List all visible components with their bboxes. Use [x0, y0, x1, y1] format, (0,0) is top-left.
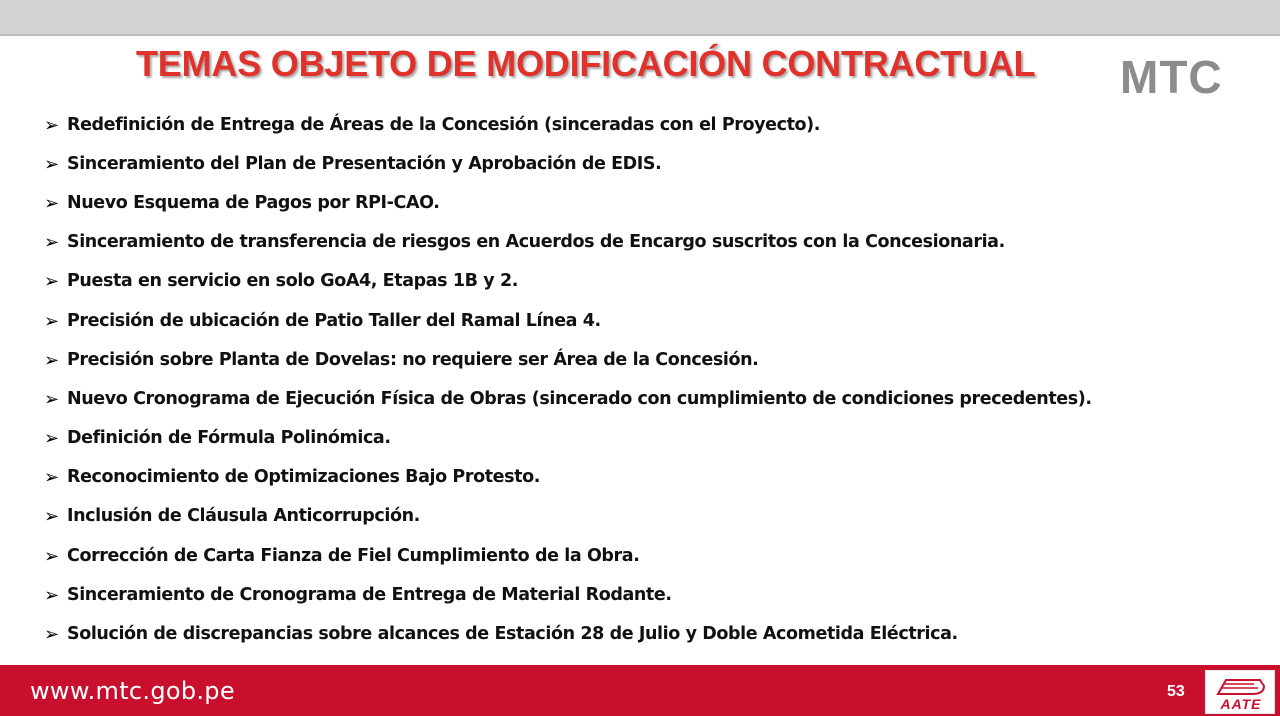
list-item	[44, 536, 1092, 575]
list-item	[44, 614, 1092, 653]
topic-text: Sinceramiento de Cronograma de Entrega de Material Rodante.	[67, 584, 672, 605]
list-item	[44, 301, 1092, 340]
topic-text: Nuevo Cronograma de Ejecución Física de Obras (sincerado con cumplimiento de condiciones precedentes).	[67, 388, 1092, 409]
arrowhead-bullet-icon: ➢	[44, 271, 60, 292]
arrowhead-bullet-icon: ➢	[44, 349, 60, 370]
list-item	[44, 262, 1092, 301]
list-item	[44, 419, 1092, 458]
arrowhead-bullet-icon: ➢	[44, 506, 60, 527]
list-item	[44, 340, 1092, 379]
list-item	[44, 223, 1092, 262]
topic-text: Precisión sobre Planta de Dovelas: no requiere ser Área de la Concesión.	[67, 349, 759, 370]
list-item	[44, 497, 1092, 536]
list-item	[44, 105, 1092, 144]
arrowhead-bullet-icon: ➢	[44, 114, 60, 135]
arrowhead-bullet-icon: ➢	[44, 388, 60, 409]
aate-logo-text: AATE	[1220, 696, 1262, 712]
topic-text: Precisión de ubicación de Patio Taller del Ramal Línea 4.	[67, 310, 601, 331]
topic-text: Sinceramiento del Plan de Presentación y Aprobación de EDIS.	[67, 153, 662, 174]
arrowhead-bullet-icon: ➢	[44, 192, 60, 213]
topic-list	[44, 105, 1092, 654]
arrowhead-bullet-icon: ➢	[44, 545, 60, 566]
mtc-logo: MTC	[1120, 51, 1223, 103]
topic-text: Puesta en servicio en solo GoA4, Etapas 1B y 2.	[67, 271, 518, 292]
list-item	[44, 183, 1092, 222]
arrowhead-bullet-icon: ➢	[44, 428, 60, 449]
topic-text: Redefinición de Entrega de Áreas de la Concesión (sinceradas con el Proyecto).	[67, 114, 821, 135]
topic-text: Reconocimiento de Optimizaciones Bajo Protesto.	[67, 467, 540, 488]
footer-url[interactable]: www.mtc.gob.pe	[30, 677, 235, 705]
arrowhead-bullet-icon: ➢	[44, 624, 60, 645]
list-item	[44, 144, 1092, 183]
arrowhead-bullet-icon: ➢	[44, 310, 60, 331]
arrowhead-bullet-icon: ➢	[44, 584, 60, 605]
topic-text: Definición de Fórmula Polinómica.	[67, 428, 391, 449]
topic-text: Solución de discrepancias sobre alcances de Estación 28 de Julio y Doble Acometida Eléctrica.	[67, 624, 958, 645]
window-top-bar	[0, 0, 1280, 36]
slide-title: TEMAS OBJETO DE MODIFICACIÓN CONTRACTUAL	[136, 43, 1036, 84]
topic-text: Inclusión de Cláusula Anticorrupción.	[67, 506, 420, 527]
topic-text: Sinceramiento de transferencia de riesgos en Acuerdos de Encargo suscritos con la Concesionaria.	[67, 232, 1005, 253]
list-item	[44, 379, 1092, 418]
arrowhead-bullet-icon: ➢	[44, 153, 60, 174]
arrowhead-bullet-icon: ➢	[44, 467, 60, 488]
list-item	[44, 458, 1092, 497]
arrowhead-bullet-icon: ➢	[44, 232, 60, 253]
topic-text: Corrección de Carta Fianza de Fiel Cumplimiento de la Obra.	[67, 545, 640, 566]
page-number: 53	[1167, 683, 1185, 700]
list-item	[44, 575, 1092, 614]
aate-logo	[1205, 670, 1275, 714]
topic-text: Nuevo Esquema de Pagos por RPI-CAO.	[67, 192, 440, 213]
